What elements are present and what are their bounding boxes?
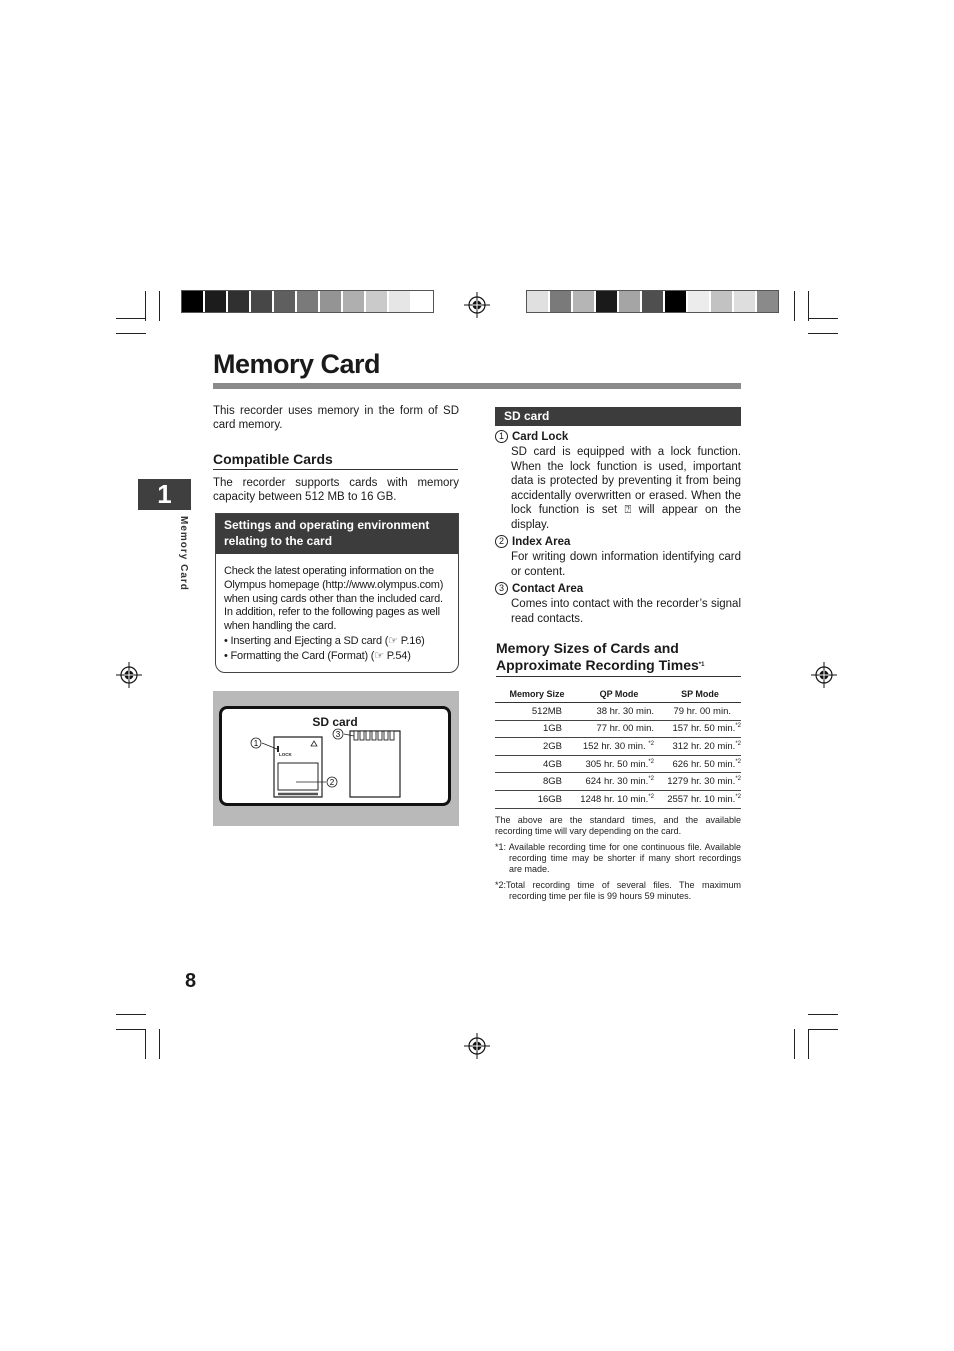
item-title: Index Area: [512, 536, 571, 548]
table-cell: 626 hr. 50 min.$^{*2}$: [659, 755, 741, 773]
item-number: 2: [495, 535, 508, 548]
item-description: For writing down information identifying card or content.: [511, 551, 741, 578]
color-swatch: [573, 291, 596, 312]
item-description: Comes into contact with the recorder’s signal read contacts.: [511, 598, 741, 625]
table-row: [495, 790, 741, 808]
settings-box-text: Check the latest operating information on the Olympus homepage (http://www.olympus.com) when using cards other than the included card. In addition, refer to the following pages as well when handling the card.: [224, 565, 444, 633]
sd-card-figure: [213, 691, 459, 826]
table-cell: 312 hr. 20 min.$^{*2}$: [659, 738, 741, 756]
registration-target-icon: [811, 662, 837, 688]
table-row: [495, 738, 741, 756]
color-swatch: [274, 291, 297, 312]
table-cell: 79 hr. 00 min.: [659, 703, 741, 721]
table-cell: 157 hr. 50 min.$^{*2}$: [659, 720, 741, 738]
figure-label: SD card: [312, 715, 358, 729]
sd-card-parts-list: [495, 430, 741, 626]
table-row: [495, 703, 741, 721]
note-standard: The above are the standard times, and the available recording time will vary depending on the card.: [495, 815, 741, 836]
color-swatch: [182, 291, 205, 312]
page-number: 8: [185, 970, 197, 992]
color-swatch: [527, 291, 550, 312]
color-swatch: [205, 291, 228, 312]
lock-label: LOCK: [279, 752, 292, 757]
settings-box-heading: Settings and operating environment relating to the card: [216, 514, 458, 554]
color-swatch: [297, 291, 320, 312]
memory-heading-line1: Memory Sizes of Cards and: [496, 640, 679, 656]
list-item: [495, 430, 741, 532]
table-cell: 1248 hr. 10 min.$^{*2}$: [579, 790, 659, 808]
settings-bullet: • Inserting and Ejecting a SD card (☞ P.16): [224, 634, 425, 647]
settings-box: [215, 513, 459, 673]
table-cell: 2557 hr. 10 min.$^{*2}$: [659, 790, 741, 808]
page-title: Memory Card: [213, 349, 381, 379]
note-2: *2:Total recording time of several files. The maximum recording time per file is 99 hours 59 minutes.: [495, 880, 741, 901]
color-swatch: [688, 291, 711, 312]
color-swatch: [320, 291, 343, 312]
memory-size-table: [495, 685, 741, 809]
title-rule: [213, 383, 741, 389]
sd-card-heading: SD card: [495, 407, 741, 426]
memory-heading-footnote: *1: [698, 662, 705, 668]
table-cell: 16GB: [495, 790, 579, 808]
color-swatch: [619, 291, 642, 312]
table-row: [495, 755, 741, 773]
table-cell: 38 hr. 30 min.: [579, 703, 659, 721]
chapter-tab: 1: [138, 479, 191, 510]
item-title: Card Lock: [512, 431, 569, 443]
item-number: 3: [495, 582, 508, 595]
table-cell: 152 hr. 30 min. $^{*2}$: [579, 738, 659, 756]
column-header: QP Mode: [579, 685, 659, 703]
color-swatch: [366, 291, 389, 312]
table-header-row: [495, 685, 741, 703]
color-swatch: [343, 291, 366, 312]
list-item: [495, 535, 741, 579]
color-swatch: [596, 291, 619, 312]
list-item: [495, 582, 741, 626]
color-swatch: [228, 291, 251, 312]
table-row: [495, 773, 741, 791]
color-swatch: [412, 291, 433, 312]
color-swatch: [550, 291, 573, 312]
settings-box-body: [216, 554, 458, 664]
color-strip-left: [181, 290, 434, 313]
color-swatch: [389, 291, 412, 312]
compatible-cards-text: The recorder supports cards with memory capacity between 512 MB to 16 GB.: [213, 477, 459, 503]
callout-1: 1: [253, 739, 259, 748]
table-cell: 77 hr. 00 min.: [579, 720, 659, 738]
sd-card-drawing: [222, 709, 448, 803]
note-1: *1: Available recording time for one continuous file. Available recording time may be shorter if many short recordings are made.: [495, 842, 741, 874]
table-cell: 1279 hr. 30 min.$^{*2}$: [659, 773, 741, 791]
color-swatch: [251, 291, 274, 312]
intro-text: This recorder uses memory in the form of SD card memory.: [213, 405, 459, 431]
color-swatch: [757, 291, 778, 312]
table-notes: [495, 815, 741, 907]
color-swatch: [642, 291, 665, 312]
color-swatch: [665, 291, 688, 312]
column-header: Memory Size: [495, 685, 579, 703]
color-swatch: [711, 291, 734, 312]
item-title: Contact Area: [512, 583, 584, 595]
callout-3: 3: [335, 730, 341, 739]
registration-target-icon: [464, 292, 490, 318]
color-strip-right: [526, 290, 779, 313]
table-cell: 512MB: [495, 703, 579, 721]
item-number: 1: [495, 430, 508, 443]
memory-sizes-heading: [496, 640, 741, 677]
table-cell: 305 hr. 50 min.$^{*2}$: [579, 755, 659, 773]
compatible-cards-heading: Compatible Cards: [213, 451, 458, 470]
table-cell: 8GB: [495, 773, 579, 791]
table-cell: 2GB: [495, 738, 579, 756]
callout-2: 2: [329, 778, 335, 787]
memory-heading-line2: Approximate Recording Times: [496, 657, 699, 673]
item-description: SD card is equipped with a lock function. When the lock function is used, important data is protected by preventing it from being accidentally overwritten or erased. When the lock function is set ⍰ will appear on the display.: [511, 446, 741, 531]
table-cell: 4GB: [495, 755, 579, 773]
registration-target-icon: [464, 1033, 490, 1059]
table-cell: 1GB: [495, 720, 579, 738]
settings-bullet: • Formatting the Card (Format) (☞ P.54): [224, 649, 411, 662]
table-cell: 624 hr. 30 min.$^{*2}$: [579, 773, 659, 791]
column-header: SP Mode: [659, 685, 741, 703]
sd-card-figure-frame: [219, 706, 451, 806]
registration-target-icon: [116, 662, 142, 688]
side-label: Memory Card: [178, 516, 189, 591]
table-row: [495, 720, 741, 738]
color-swatch: [734, 291, 757, 312]
